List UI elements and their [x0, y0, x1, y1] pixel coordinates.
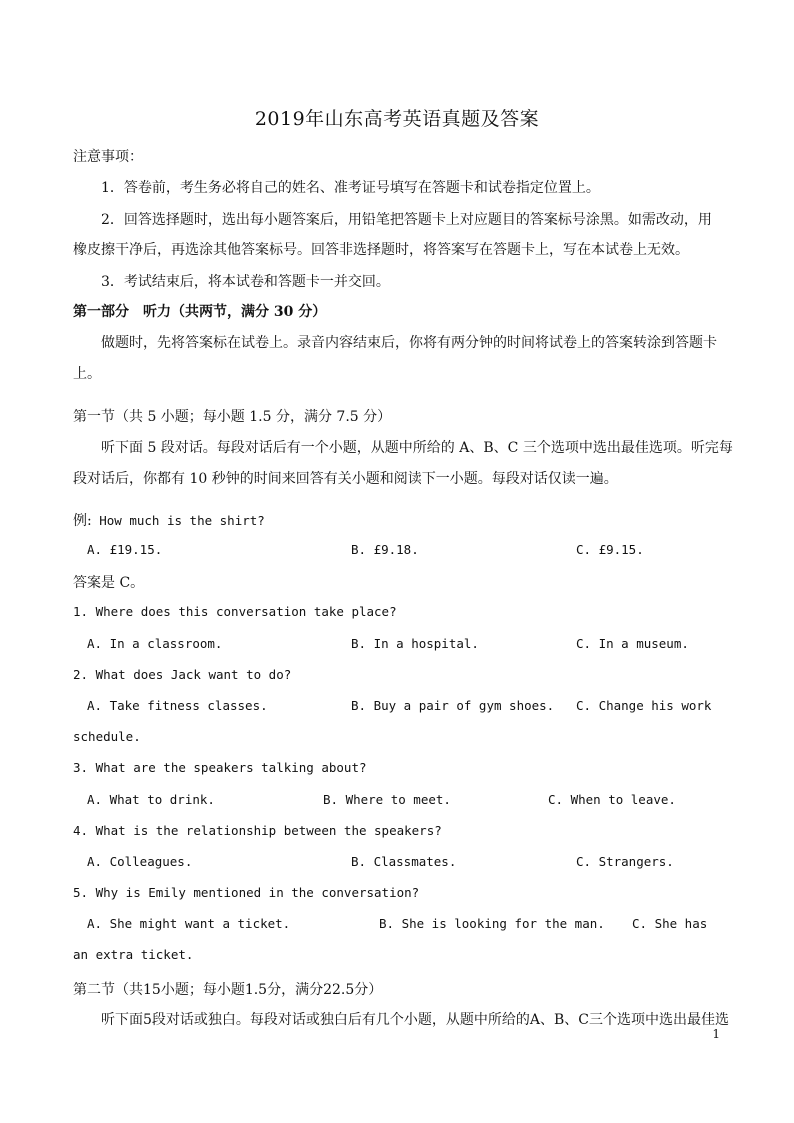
example-label: 例: [73, 513, 92, 529]
example-text: How much is the shirt? [91, 513, 265, 528]
section2-instruction: 听下面5段对话或独白。每段对话或独白后有几个小题，从题中所给的A、B、C三个选项中选出最佳选 [101, 1012, 730, 1028]
q2-option-c: C. Change his work [576, 698, 712, 713]
q4-option-c: C. Strangers. [576, 854, 674, 869]
q3-option-a: A. What to drink. [87, 792, 215, 807]
example-question [73, 510, 723, 530]
q2-option-a: A. Take fitness classes. [87, 698, 268, 713]
note-item-3: 3．考试结束后，将本试卷和答题卡一并交回。 [101, 274, 390, 290]
section1-instruction: 听下面 5 段对话。每段对话后有一个小题，从题中所给的 A、B、C 三个选项中选出最佳选项。听完每 [101, 440, 733, 456]
q5-option-a: A. She might want a ticket. [87, 916, 291, 931]
q1-option-b: B. In a hospital. [351, 636, 479, 651]
part1-instruction: 做题时，先将答案标在试卷上。录音内容结束后，你将有两分钟的时间将试卷上的答案转涂到答题卡 [101, 335, 717, 351]
q5-option-c: C. She has [632, 916, 708, 931]
section2-heading: 第二节（共15小题；每小题1.5分，满分22.5分） [73, 982, 383, 998]
note-item-2-cont: 橡皮擦干净后，再选涂其他答案标号。回答非选择题时，将答案写在答题卡上，写在本试卷上无效。 [73, 242, 689, 258]
question-5: 5. Why is Emily mentioned in the conversation? [73, 885, 420, 900]
example-option-a: A. £19.15. [87, 542, 163, 557]
example-answer: 答案是 C。 [73, 575, 145, 591]
q1-option-a: A. In a classroom. [87, 636, 223, 651]
example-option-c: C. £9.15. [576, 542, 644, 557]
q2-option-c-cont: schedule. [73, 729, 141, 744]
question-1: 1. Where does this conversation take place? [73, 604, 397, 619]
question-4: 4. What is the relationship between the speakers? [73, 823, 442, 838]
q3-option-c: C. When to leave. [548, 792, 676, 807]
q4-option-b: B. Classmates. [351, 854, 457, 869]
question-3: 3. What are the speakers talking about? [73, 760, 367, 775]
q1-option-c: C. In a museum. [576, 636, 689, 651]
page-title: 2019年山东高考英语真题及答案 [254, 108, 540, 130]
section1-heading: 第一节（共 5 小题；每小题 1.5 分，满分 7.5 分） [73, 409, 392, 425]
part1-heading: 第一部分 听力（共两节，满分 30 分） [73, 304, 327, 320]
note-item-2: 2．回答选择题时，选出每小题答案后，用铅笔把答题卡上对应题目的答案标号涂黑。如需改动，用 [101, 212, 712, 228]
example-option-b: B. £9.18. [351, 542, 419, 557]
note-item-1: 1．答卷前，考生务必将自己的姓名、准考证号填写在答题卡和试卷指定位置上。 [101, 180, 600, 196]
question-2: 2. What does Jack want to do? [73, 667, 292, 682]
q5-option-c-cont: an extra ticket. [73, 947, 194, 962]
section1-instruction-cont: 段对话后，你都有 10 秒钟的时间来回答有关小题和阅读下一小题。每段对话仅读一遍。 [73, 471, 618, 487]
notes-heading: 注意事项： [73, 149, 143, 165]
q2-option-b: B. Buy a pair of gym shoes. [351, 698, 555, 713]
q3-option-b: B. Where to meet. [323, 792, 451, 807]
q5-option-b: B. She is looking for the man. [379, 916, 605, 931]
part1-instruction-cont: 上。 [73, 366, 101, 382]
q4-option-a: A. Colleagues. [87, 854, 193, 869]
page-number: 1 [712, 1027, 720, 1041]
